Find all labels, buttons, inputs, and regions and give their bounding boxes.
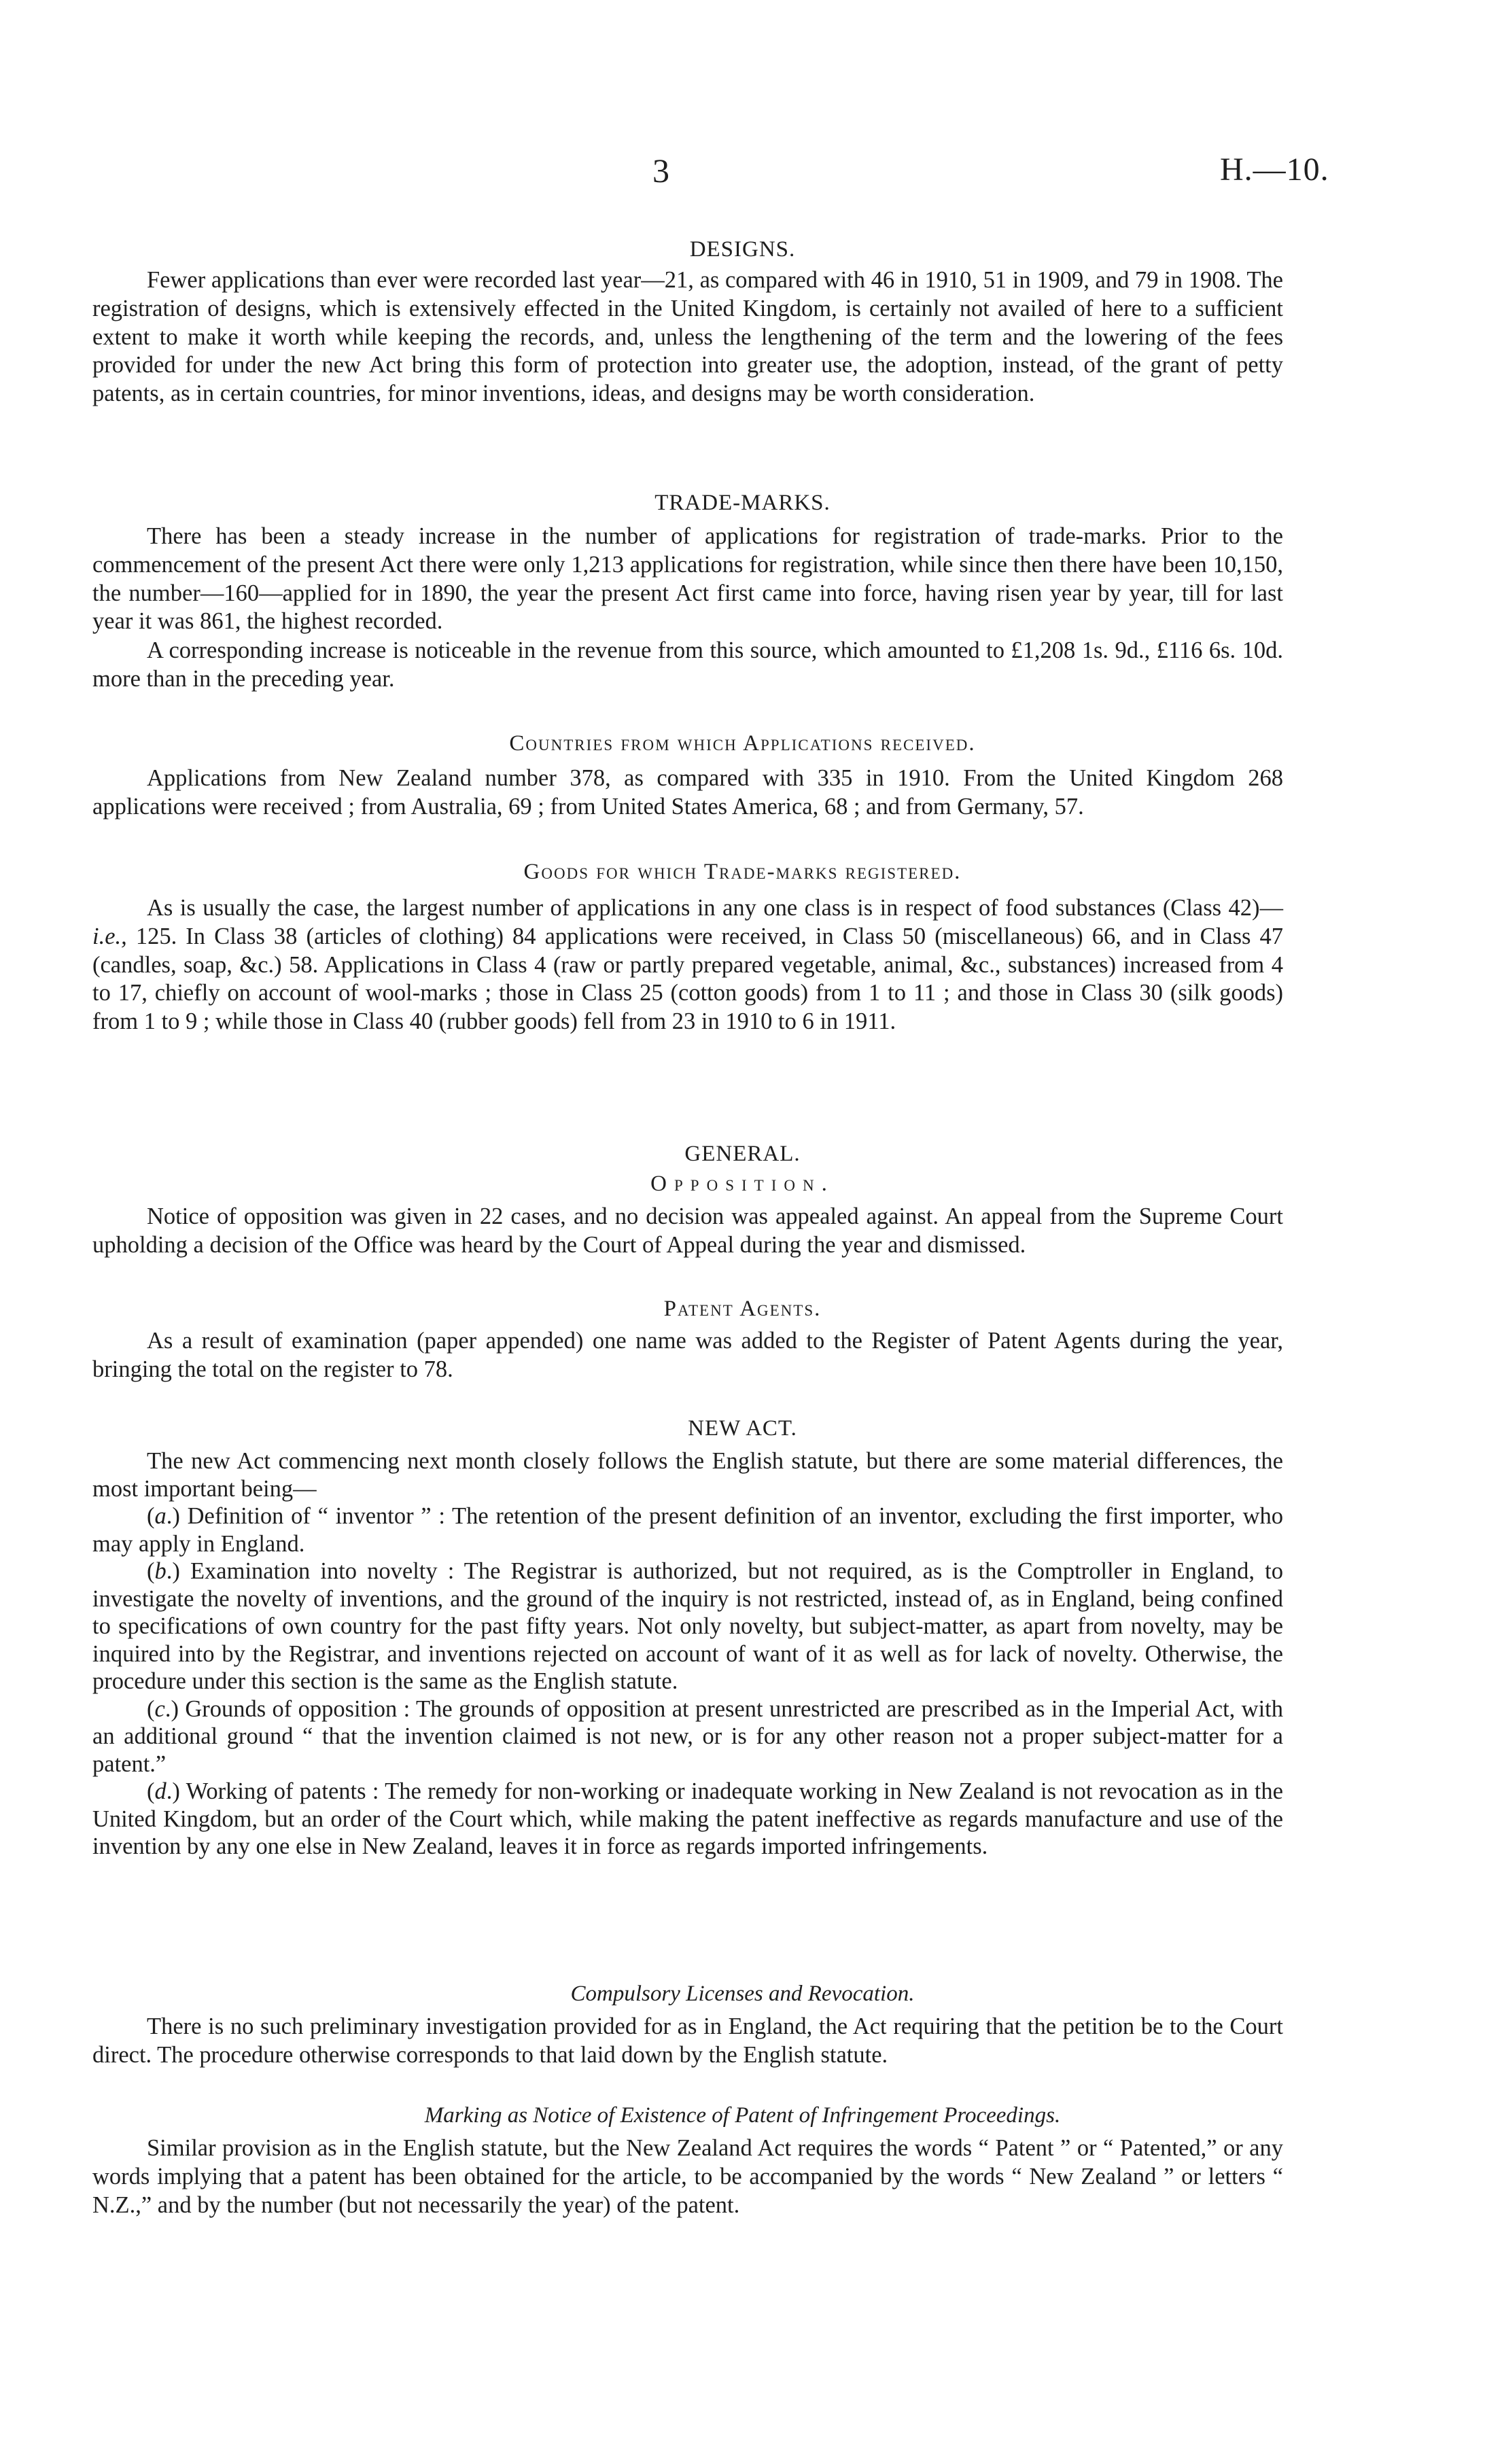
marker-open-d: (: [147, 1778, 155, 1804]
compulsory-licenses-paragraph: There is no such preliminary investigation provided for as in England, the Act requiring that the petition be to the Court direct. The procedure otherwise corresponds to that laid down by the English statute.: [92, 2013, 1283, 2068]
new-act-item-c: [92, 1695, 1283, 1778]
goods-text-b: 125. In Class 38 (articles of clothing) 84 applications were received, in Class 50 (miscellaneous) 66, and in Class 47 (candles, soap, &c.) 58. Applications in Class 4 (raw or partly prepared vegetable, animal, &c., substances) increased from 4 to 17, chiefly on account of wool-marks ; those in Class 25 (cotton goods) from 1 to 11 ; and those in Class 30 (silk goods) from 1 to 9 ; while those in Class 40 (rubber goods) fell from 23 in 1910 to 6 in 1911.: [92, 923, 1283, 1035]
trade-marks-paragraph-1: There has been a steady increase in the number of applications for registration of trade-marks. Prior to the commencement of the present Act there were only 1,213 applications for registration, while since then there have been 10,150, the number—160—applied for in 1890, the year the present Act first came into force, having risen year by year, till for last year it was 861, the highest recorded.: [92, 523, 1283, 635]
marker-open-c: (: [147, 1695, 155, 1722]
item-text-a: Definition of “ inventor ” : The retention of the present definition of an inventor, excluding the first importer, who may apply in England.: [92, 1503, 1283, 1557]
document-reference: H.—10.: [1220, 152, 1329, 188]
marker-d: d: [154, 1778, 167, 1804]
item-text-d: Working of patents : The remedy for non-working or inadequate working in New Zealand is not revocation as in the United Kingdom, but an order of the Court which, while making the patent ineffective as regards manufacture and use of the invention by any one else in New Zealand, leaves it in force as regards imported infringements.: [92, 1778, 1283, 1859]
designs-paragraph: Fewer applications than ever were recorded last year—21, as compared with 46 in 1910, 51 in 1909, and 79 in 1908. The registration of designs, which is extensively effected in the United Kingdom, is certainly not availed of here to a sufficient extent to make it worth while keeping the records, and, unless the lengthening of the term and the lowering of the fees provided for under the new Act bring this form of protection into greater use, the adoption, instead, of the grant of petty patents, as in certain countries, for minor inventions, ideas, and designs may be worth consideration.: [92, 267, 1283, 407]
countries-subheading: Countries from which Applications received.: [509, 731, 976, 756]
marking-heading: Marking as Notice of Existence of Patent of Infringement Proceedings.: [424, 2103, 1061, 2128]
marker-close-b: .): [166, 1558, 180, 1584]
trade-marks-heading: TRADE-MARKS.: [654, 491, 831, 515]
page-number: 3: [652, 152, 669, 190]
marker-a: a: [154, 1503, 167, 1529]
new-act-intro: The new Act commencing next month closely follows the English statute, but there are some material differences, the most important being—: [92, 1448, 1283, 1502]
goods-subheading: Goods for which Trade-marks registered.: [523, 860, 962, 884]
opposition-paragraph: Notice of opposition was given in 22 cases, and no decision was appealed against. An appeal from the Supreme Court upholding a decision of the Office was heard by the Court of Appeal during the year and dismissed.: [92, 1203, 1283, 1258]
new-act-item-b: [92, 1557, 1283, 1695]
item-text-c: Grounds of opposition : The grounds of opposition at present unrestricted are prescribed as in the Imperial Act, with an additional ground “ that the invention claimed is not new, or is for any other reason not a proper subject-matter for a patent.”: [92, 1695, 1283, 1777]
marker-close-c: .): [164, 1695, 179, 1722]
marker-open-b: (: [147, 1558, 155, 1584]
new-act-item-d: [92, 1778, 1283, 1861]
marker-open-a: (: [147, 1503, 155, 1529]
marker-b: b: [154, 1558, 167, 1584]
goods-ie: i.e.,: [92, 923, 127, 949]
designs-heading: DESIGNS.: [689, 237, 796, 262]
new-act-section: [92, 1447, 1283, 1861]
general-heading: GENERAL.: [684, 1142, 801, 1166]
goods-paragraph: [92, 894, 1283, 1036]
trade-marks-paragraph-2: A corresponding increase is noticeable in the revenue from this source, which amounted to £1,208 1s. 9d., £116 6s. 10d. more than in the preceding year.: [92, 637, 1283, 692]
marking-paragraph: Similar provision as in the English statute, but the New Zealand Act requires the words “ Patent ” or “ Patented,” or any words implying that a patent has been obtained for the article, to be accompanied by the words “ New Zealand ” or letters “ N.Z.,” and by the number (but not necessarily the year) of the patent.: [92, 2135, 1283, 2218]
marker-close-a: .): [166, 1503, 180, 1529]
patent-agents-paragraph: As a result of examination (paper appended) one name was added to the Register of Patent Agents during the year, bringing the total on the register to 78.: [92, 1328, 1283, 1382]
new-act-item-a: [92, 1502, 1283, 1557]
patent-agents-subheading: Patent Agents.: [663, 1297, 822, 1321]
marker-close-d: .): [166, 1778, 180, 1804]
goods-text-a: As is usually the case, the largest number of applications in any one class is in respect of food substances (Class 42)—: [147, 895, 1283, 921]
new-act-heading: NEW ACT.: [688, 1416, 797, 1441]
countries-paragraph: Applications from New Zealand number 378, as compared with 335 in 1910. From the United Kingdom 268 applications were received ; from Australia, 69 ; from United States America, 68 ; and from Germany, 57.: [92, 765, 1283, 820]
item-text-b: Examination into novelty : The Registrar is authorized, but not required, as is the Comptroller in England, to investigate the novelty of inventions, and the ground of the inquiry is not restricted, instead of, as in England, being confined to specifications of own country for the past fifty years. Not only novelty, but subject-matter, as apart from novelty, may be inquired into by the Registrar, and inventions rejected on account of want of it as well as for lack of novelty. Otherwise, the procedure under this section is the same as the English statute.: [92, 1558, 1283, 1694]
compulsory-licenses-heading: Compulsory Licenses and Revocation.: [570, 1982, 915, 2006]
marker-c: c: [154, 1695, 165, 1722]
opposition-subheading: Opposition.: [650, 1172, 835, 1196]
